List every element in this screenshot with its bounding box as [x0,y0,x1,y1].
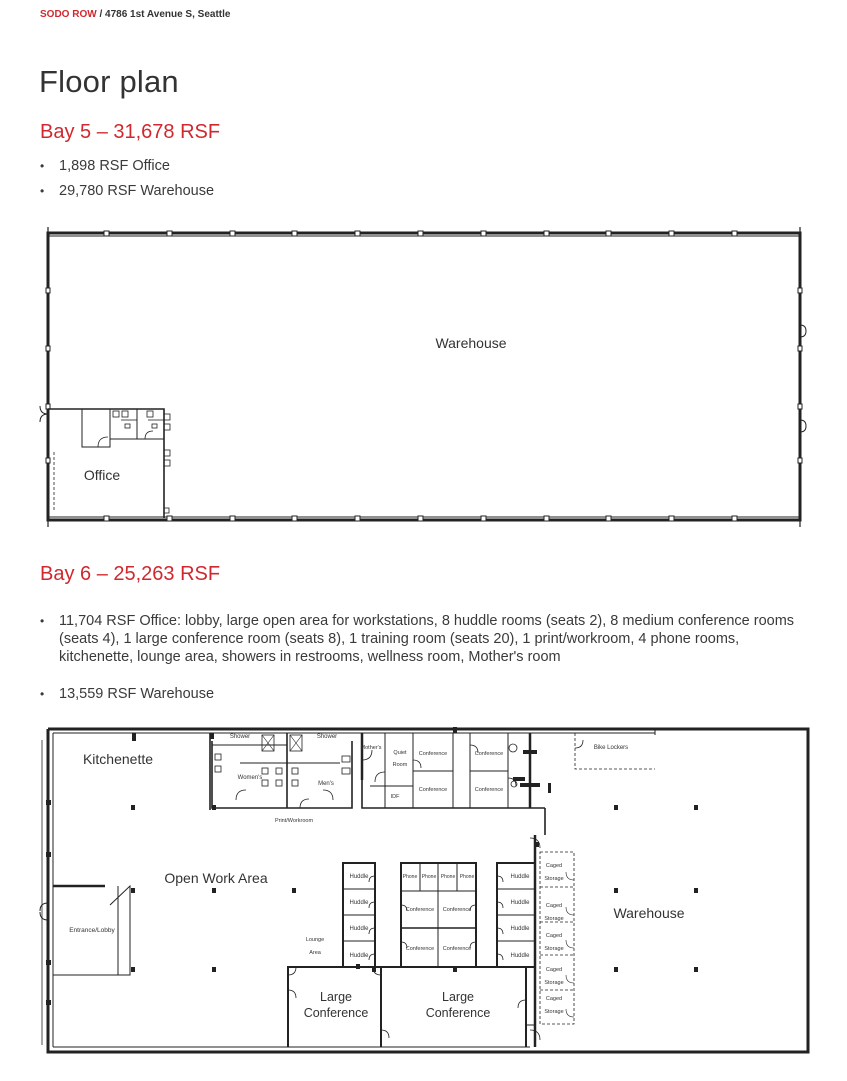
womens-restroom-label: Women's [237,775,263,781]
warehouse-label: Warehouse [613,905,685,921]
conference-label: Conference [418,787,448,793]
huddle-label: Huddle [349,874,369,880]
caged-storage-label-2: Storage [544,946,564,952]
huddle-label: Huddle [510,900,530,906]
caged-storage-label-2: Storage [544,980,564,986]
large-conference-label: Large [442,990,474,1004]
caged-storage-label: Caged [545,933,563,939]
open-work-area-label: Open Work Area [164,870,268,886]
huddle-label: Huddle [510,926,530,932]
caged-storage-label: Caged [545,863,563,869]
huddle-label: Huddle [510,953,530,959]
bay6-floor-plan [40,727,808,1052]
bay5-office-label: Office [83,467,121,483]
huddle-label: Huddle [510,874,530,880]
breadcrumb-address: 4786 1st Avenue S, Seattle [105,9,231,20]
mothers-room-label: Mother's [360,745,382,751]
shower-label: Shower [316,734,338,740]
conference-label: Conference [418,751,448,757]
breadcrumb-brand[interactable]: SODO ROW [40,9,97,20]
caged-storage-label-2: Storage [544,916,564,922]
phone-room-label: Phone [421,874,437,880]
large-conference-label-2: Conference [303,1006,369,1020]
caged-storage-label-2: Storage [544,1009,564,1015]
conference-label: Conference [405,946,435,952]
breadcrumb-separator: / [96,9,106,20]
phone-room-label: Phone [459,874,475,880]
phone-room-label: Phone [402,874,418,880]
list-item: • 13,559 RSF Warehouse [40,685,800,703]
entrance-lobby-label: Entrance/Lobby [69,927,115,934]
phone-room-label: Phone [440,874,456,880]
mens-restroom-label: Men's [318,781,334,787]
caged-storage-label: Caged [545,996,563,1002]
caged-storage-label: Caged [545,967,563,973]
page-title: Floor plan [39,64,179,99]
bay5-floor-plan [40,227,806,527]
quiet-room-label-2: Room [392,762,408,768]
conference-label: Conference [474,787,504,793]
list-item: • 11,704 RSF Office: lobby, large open area for workstations, 8 huddle rooms (seats 2), 8 medium conference rooms (seats 4), 1 large conference room (seats 8), 1 training room (seats 20), 1 print/workroom, 4 phone rooms, kitchenette, lounge area, showers in restrooms, wellness room, Mother's room [40,612,800,666]
conference-label: Conference [405,907,435,913]
conference-label: Conference [442,946,472,952]
bay6-room-labels [69,734,685,1020]
bay5-warehouse-label: Warehouse [435,335,507,351]
kitchenette-label: Kitchenette [82,751,154,767]
list-item: • 29,780 RSF Warehouse [40,182,214,200]
list-item: • 1,898 RSF Office [40,157,214,175]
caged-storage-label: Caged [545,903,563,909]
huddle-label: Huddle [349,900,369,906]
large-conference-label: Large [320,990,352,1004]
conference-label: Conference [474,751,504,757]
lounge-area-label: Lounge [305,937,325,943]
bay5-title: Bay 5 – 31,678 RSF [40,121,221,143]
conference-label: Conference [442,907,472,913]
bay6-title: Bay 6 – 25,263 RSF [40,563,221,585]
quiet-room-label: Quiet [393,750,407,756]
bike-lockers-label: Bike Lockers [593,745,629,751]
large-conference-label-2: Conference [425,1006,491,1020]
idf-label: IDF [390,794,400,800]
caged-storage-label-2: Storage [544,876,564,882]
huddle-label: Huddle [349,926,369,932]
huddle-label: Huddle [349,953,369,959]
shower-label: Shower [229,734,251,740]
print-workroom-label: Print/Workroom [274,818,314,824]
lounge-area-label-2: Area [309,950,321,956]
